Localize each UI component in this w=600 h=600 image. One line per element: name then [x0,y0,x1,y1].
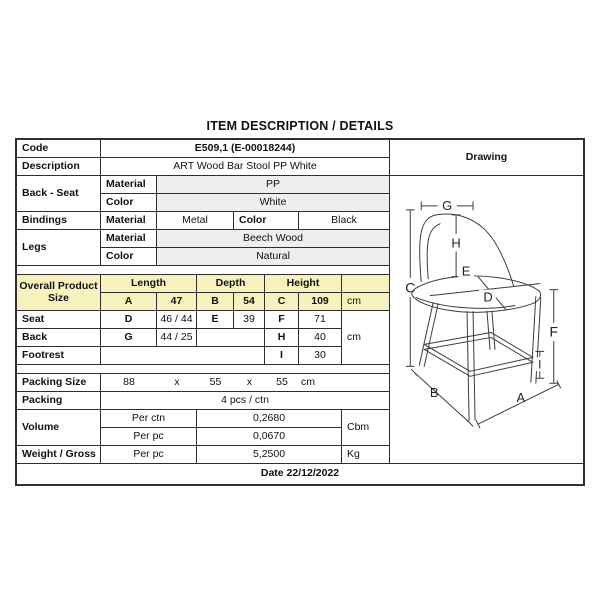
description-label: Description [17,158,101,176]
bindings-material-label: Material [101,212,157,230]
back-height-letter: H [265,329,299,347]
size-body-unit: cm [342,311,390,365]
dim-label-a-icon: A [516,390,526,406]
volume-per-pc-label: Per pc [101,428,197,446]
back-label: Back [17,329,101,347]
overall-depth-value: 54 [234,293,265,311]
footrest-height-value: 30 [299,347,342,365]
weight-unit: Kg [342,446,390,464]
footrest-rail-front-left [424,344,470,376]
seat-height-value: 71 [299,311,342,329]
overall-size-label: Overall Product Size [17,275,101,311]
dim-label-h-icon: H [451,235,461,251]
bindings-color-value: Black [299,212,390,230]
overall-height-value: 109 [299,293,342,311]
spacer-row [17,365,390,374]
overall-length-letter: A [101,293,157,311]
spec-table [15,138,585,486]
legs-color-label: Color [101,248,157,266]
footrest-rail-back-right [491,332,533,362]
packing-size-values [101,374,390,392]
back-seat-material-label: Material [101,176,157,194]
weight-label: Weight / Gross [17,446,101,464]
packing-size-label: Packing Size [17,374,101,392]
back-leg [487,312,495,350]
left-leg [419,303,438,367]
footrest-rail-front-right [470,357,533,376]
back-depth-blank [197,329,265,347]
overall-unit: cm [342,293,390,311]
packing-dim-3: 55 [276,375,288,388]
seat-length-letter: D [101,311,157,329]
volume-per-ctn-value: 0,2680 [197,410,342,428]
seat-length-value: 46 / 44 [157,311,197,329]
back-length-letter: G [101,329,157,347]
depth-header: Depth [197,275,265,293]
footrest-rail-back-left [424,332,491,349]
seat-label: Seat [17,311,101,329]
back-seat-material-value: PP [157,176,390,194]
front-leg [467,312,475,421]
dim-label-b-icon: B [429,385,439,401]
back-height-value: 40 [299,329,342,347]
back-seat-color-value: White [157,194,390,212]
packing-dim-unit: cm [301,375,315,388]
dim-label-c-icon: C [405,279,416,296]
bindings-material-value: Metal [157,212,234,230]
packing-dim-x1: x [174,375,180,388]
legs-label: Legs [17,230,101,266]
overall-length-value: 47 [157,293,197,311]
back-seat-label: Back - Seat [17,176,101,212]
packing-label: Packing [17,392,101,410]
spacer-row [17,266,390,275]
seat-height-letter: F [265,311,299,329]
footrest-blank [101,347,265,365]
volume-label: Volume [17,410,101,446]
code-label: Code [17,140,101,158]
date-row: Date 22/12/2022 [17,464,583,484]
code-value: E509,1 (E-00018244) [101,140,390,158]
dim-label-g-icon: G [442,197,453,213]
dim-line-b [412,369,473,426]
page-title: ITEM DESCRIPTION / DETAILS [206,119,394,133]
footrest-label: Footrest [17,347,101,365]
volume-per-ctn-label: Per ctn [101,410,197,428]
volume-unit: Cbm [342,410,390,446]
footrest-height-letter: I [265,347,299,365]
legs-material-value: Beech Wood [157,230,390,248]
weight-per-label: Per pc [101,446,197,464]
volume-per-pc-value: 0,0670 [197,428,342,446]
backrest-inner-line [427,224,440,279]
packing-dim-2: 55 [209,375,222,388]
length-header: Length [101,275,197,293]
back-seat-color-label: Color [101,194,157,212]
dim-label-e-icon: E [461,263,471,279]
weight-value: 5,2500 [197,446,342,464]
seat-depth-value: 39 [234,311,265,329]
dim-label-f-icon: F [549,323,559,340]
size-header-unit-blank [342,275,390,293]
back-length-value: 44 / 25 [157,329,197,347]
height-header: Height [265,275,342,293]
seat-depth-letter: E [197,311,234,329]
stool-technical-drawing [390,176,583,463]
legs-color-value: Natural [157,248,390,266]
overall-height-letter: C [265,293,299,311]
bindings-color-label: Color [234,212,299,230]
drawing-header: Drawing [390,140,583,176]
drawing-cell [390,176,583,464]
overall-depth-letter: B [197,293,234,311]
packing-value: 4 pcs / ctn [101,392,390,410]
packing-dim-x2: x [246,375,253,388]
bindings-label: Bindings [17,212,101,230]
description-value: ART Wood Bar Stool PP White [101,158,390,176]
legs-material-label: Material [101,230,157,248]
seat-outline [412,276,541,312]
dim-label-d-icon: D [483,289,493,305]
dim-label-i-icon: I [538,357,542,372]
packing-dim-1: 88 [123,375,135,388]
